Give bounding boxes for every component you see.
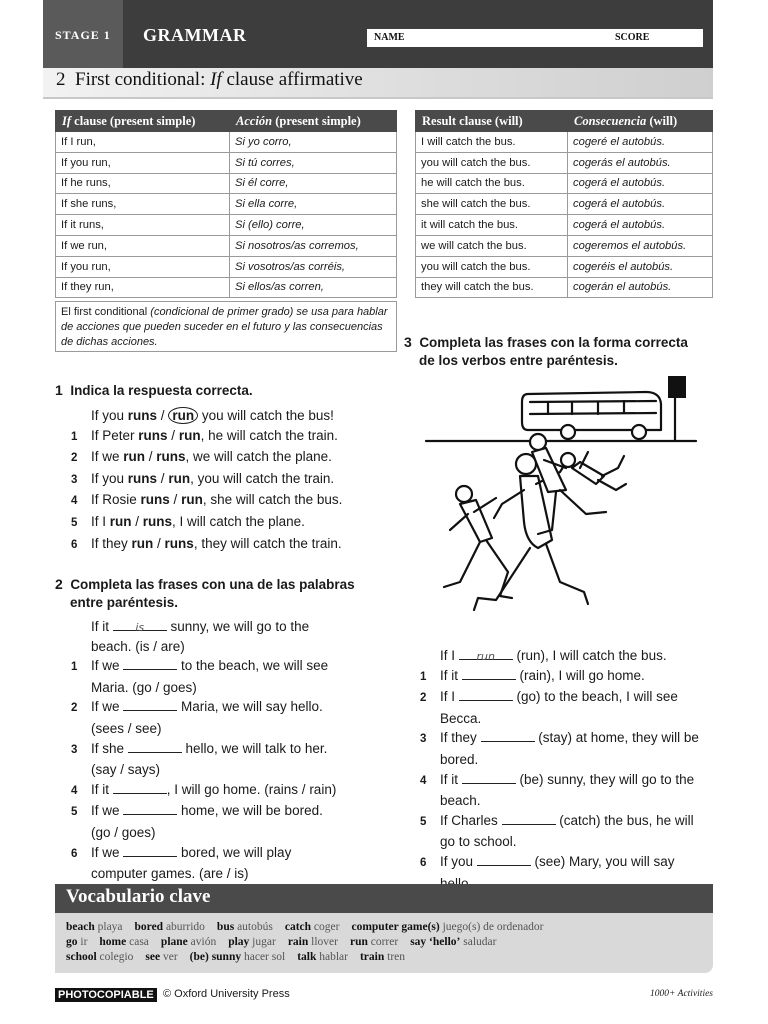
vocab-english: see	[145, 951, 161, 963]
table-cell: we will catch the bus.	[416, 235, 568, 256]
vocab-english: (be) sunny	[189, 951, 242, 963]
ex3-item: 3 If they (stay) at home, they will be	[420, 730, 699, 746]
stage-label: STAGE 1	[55, 28, 111, 42]
vocab-english: school	[66, 951, 97, 963]
ex3-item-cont: Becca.	[440, 710, 482, 726]
grammar-note: El first conditional (condicional de primer grado) se usa para hablar de acciones que pueden suceder en el futuro y las consecuencias de dichas acciones.	[55, 301, 397, 352]
table-row	[416, 215, 713, 236]
ex3-item: 2 If I (go) to the beach, I will see	[420, 689, 678, 705]
ex3-item-cont: beach.	[440, 793, 481, 809]
table-header: Acción (present simple)	[230, 111, 397, 132]
answer-blank[interactable]	[462, 772, 516, 784]
answer-blank-filled: run	[459, 646, 513, 660]
vocab-spanish: saludar	[463, 936, 497, 948]
name-label: NAME	[374, 32, 405, 43]
section-title: 2 First conditional: If clause affirmative	[56, 69, 363, 90]
ex2-item: 5 If we home, we will be bored.	[71, 803, 323, 819]
vocab-spanish: llover	[311, 936, 338, 948]
vocab-spanish: casa	[129, 936, 149, 948]
vocab-spanish: correr	[370, 936, 399, 948]
vocab-row	[66, 936, 508, 948]
answer-blank[interactable]	[502, 813, 556, 825]
vocab-english: play	[228, 936, 250, 948]
vocab-english: rain	[287, 936, 309, 948]
name-score-field[interactable]	[367, 29, 703, 47]
table-cell: If he runs,	[56, 173, 230, 194]
answer-blank[interactable]	[123, 699, 177, 711]
vocab-spanish: aburrido	[165, 921, 205, 933]
photocopiable-badge: PHOTOCOPIABLE	[55, 988, 157, 1002]
table-cell: cogerá el autobús.	[568, 194, 713, 215]
option-a[interactable]: runs	[138, 427, 168, 443]
vocab-english: say ‘hello’	[410, 936, 461, 948]
answer-blank[interactable]	[123, 845, 177, 857]
vocab-spanish: hacer sol	[243, 951, 286, 963]
ex2-item: 3 If she hello, we will talk to her.	[71, 740, 328, 756]
ex2-item-cont: Maria. (go / goes)	[91, 679, 197, 695]
vocab-english: computer game(s)	[351, 921, 440, 933]
table-cell: cogerás el autobús.	[568, 152, 713, 173]
vocab-spanish: jugar	[252, 936, 276, 948]
page-title: GRAMMAR	[143, 25, 247, 45]
vocab-english: go	[66, 936, 78, 948]
table-cell: I will catch the bus.	[416, 132, 568, 153]
circled-answer: run	[168, 407, 198, 424]
table-cell: cogeré el autobús.	[568, 132, 713, 153]
ex3-item: 1 If it (rain), I will go home.	[420, 667, 645, 683]
answer-blank[interactable]	[481, 730, 535, 742]
vocab-spanish: juego(s) de ordenador	[442, 921, 544, 933]
publisher-credit: © Oxford University Press	[163, 988, 290, 1000]
ex3-item: 6 If you (see) Mary, you will say	[420, 853, 675, 869]
table-cell: If she runs,	[56, 194, 230, 215]
table-header: If clause (present simple)	[56, 111, 230, 132]
table-row	[56, 277, 397, 298]
ex3-item: 5 If Charles (catch) the bus, he will	[420, 812, 694, 828]
option-b[interactable]: runs	[156, 449, 186, 465]
ex3-item-cont: go to school.	[440, 834, 517, 850]
option-b[interactable]: runs	[164, 535, 194, 551]
bus-wheel-rear	[561, 425, 575, 439]
ex2-example: If it is sunny, we will go to the	[91, 619, 310, 634]
option-b[interactable]: run	[181, 492, 203, 508]
table-cell: Si yo corro,	[230, 132, 397, 153]
vocab-english: talk	[297, 951, 317, 963]
table-header: Consecuencia (will)	[568, 111, 713, 132]
table-row	[416, 194, 713, 215]
vocab-english: run	[349, 936, 368, 948]
option-a[interactable]: run	[131, 535, 154, 551]
table-cell: Si tú corres,	[230, 152, 397, 173]
activities-credit: 1000+ Activities	[650, 989, 713, 999]
vocab-row	[66, 921, 556, 933]
table-cell: it will catch the bus.	[416, 215, 568, 236]
table-cell: If we run,	[56, 235, 230, 256]
exercise-1-item[interactable]: 4 If Rosie runs / run, she will catch the bus.	[71, 492, 343, 508]
vocab-english: bored	[134, 921, 164, 933]
option-b[interactable]: run	[178, 427, 201, 443]
table-row	[56, 132, 397, 153]
table-cell: If it runs,	[56, 215, 230, 236]
table-row	[56, 215, 397, 236]
option-a[interactable]: run	[123, 449, 146, 465]
vocab-spanish: ver	[162, 951, 178, 963]
bus-and-running-family-illustration	[420, 372, 715, 630]
vocab-row	[66, 951, 417, 963]
answer-blank[interactable]	[477, 854, 531, 866]
ex3-item: 4 If it (be) sunny, they will go to the	[420, 771, 695, 787]
bus-stop-sign	[668, 376, 686, 398]
vocab-spanish: avión	[190, 936, 217, 948]
table-cell: you will catch the bus.	[416, 256, 568, 277]
exercise-1-example: If you runs / run you will catch the bus!	[91, 408, 334, 423]
table-cell: If they run,	[56, 277, 230, 298]
table-cell: you will catch the bus.	[416, 152, 568, 173]
ex2-item: 2 If we Maria, we will say hello.	[71, 699, 323, 715]
answer-blank[interactable]	[123, 658, 177, 670]
ex3-example: If I run (run), I will catch the bus.	[440, 648, 667, 663]
vocab-english: bus	[216, 921, 235, 933]
if-clause-table	[55, 110, 397, 298]
exercise-2-instruction: 2 Completa las frases con una de las palabras entre paréntesis.	[55, 576, 355, 610]
answer-blank[interactable]	[123, 803, 177, 815]
table-row	[416, 173, 713, 194]
vocab-spanish: hablar	[319, 951, 348, 963]
table-cell: Si ellos/as corren,	[230, 277, 397, 298]
vocab-english: train	[359, 951, 385, 963]
exercise-1-item[interactable]: 3 If you runs / run, you will catch the train.	[71, 470, 335, 486]
vocab-english: home	[99, 936, 127, 948]
ex3-item-cont: bored.	[440, 751, 479, 767]
table-cell: Si ella corre,	[230, 194, 397, 215]
table-cell: they will catch the bus.	[416, 277, 568, 298]
table-row	[56, 256, 397, 277]
table-row	[416, 132, 713, 153]
ex2-item: 6 If we bored, we will play	[71, 844, 292, 860]
exercise-1-item[interactable]: 5 If I run / runs, I will catch the plane.	[71, 513, 305, 529]
section-title-underline	[43, 97, 713, 99]
vocab-title: Vocabulario clave	[66, 886, 211, 907]
table-row	[416, 256, 713, 277]
ex2-item-cont: (go / goes)	[91, 824, 156, 840]
table-row	[56, 152, 397, 173]
vocab-spanish: ir	[80, 936, 88, 948]
exercise-3-instruction: 3 Completa las frases con la forma correcta de los verbos entre paréntesis.	[404, 334, 688, 368]
vocab-spanish: autobús	[237, 921, 273, 933]
ex2-item-cont: (sees / see)	[91, 720, 162, 736]
option-b[interactable]: runs	[142, 513, 173, 529]
table-cell: cogerá el autobús.	[568, 215, 713, 236]
table-row	[56, 173, 397, 194]
vocab-spanish: colegio	[99, 951, 134, 963]
vocab-spanish: tren	[387, 951, 406, 963]
answer-blank-filled: is	[113, 617, 167, 631]
exercise-1-instruction: 1 Indica la respuesta correcta.	[55, 382, 253, 398]
table-cell: If you run,	[56, 256, 230, 277]
score-label: SCORE	[615, 32, 650, 43]
bus-wheel-front	[632, 425, 646, 439]
ex2-item: 4 If it , I will go home. (rains / rain)	[71, 781, 337, 797]
vocab-english: catch	[284, 921, 312, 933]
ex2-item-cont: computer games. (are / is)	[91, 866, 249, 882]
answer-blank[interactable]	[128, 741, 182, 753]
answer-blank[interactable]	[462, 668, 516, 680]
exercise-1-list	[71, 406, 342, 555]
table-cell: cogerán el autobús.	[568, 277, 713, 298]
table-cell: If you run,	[56, 152, 230, 173]
table-cell: Si nosotros/as corremos,	[230, 235, 397, 256]
vocab-spanish: coger	[313, 921, 340, 933]
table-row	[416, 152, 713, 173]
exercise-1-item[interactable]: 6 If they run / runs, they will catch the train.	[71, 535, 342, 551]
ex2-example-cont: beach. (is / are)	[91, 638, 185, 654]
table-row	[56, 194, 397, 215]
vocab-spanish: playa	[97, 921, 123, 933]
table-row	[416, 277, 713, 298]
option-b[interactable]: run	[168, 470, 191, 486]
option-a[interactable]: runs	[140, 492, 170, 508]
table-cell: If I run,	[56, 132, 230, 153]
vocab-english: plane	[160, 936, 188, 948]
table-cell: Si él corre,	[230, 173, 397, 194]
table-cell: cogeremos el autobús.	[568, 235, 713, 256]
exercise-1-item[interactable]: 2 If we run / runs, we will catch the plane.	[71, 449, 332, 465]
exercise-3-list	[420, 646, 699, 893]
option-a[interactable]: run	[109, 513, 132, 529]
table-cell: cogeréis el autobús.	[568, 256, 713, 277]
ex2-item: 1 If we to the beach, we will see	[71, 658, 329, 674]
exercise-2-list	[71, 617, 336, 884]
table-row	[416, 235, 713, 256]
result-clause-table	[415, 110, 713, 298]
table-row	[56, 235, 397, 256]
ex2-item-cont: (say / says)	[91, 762, 161, 778]
table-cell: she will catch the bus.	[416, 194, 568, 215]
table-cell: he will catch the bus.	[416, 173, 568, 194]
answer-blank[interactable]	[459, 689, 513, 701]
option-a[interactable]: runs	[127, 470, 158, 486]
table-cell: cogerá el autobús.	[568, 173, 713, 194]
vocab-english: beach	[66, 921, 95, 933]
exercise-1-item[interactable]: 1 If Peter runs / run, he will catch the train.	[71, 427, 338, 443]
table-cell: Si (ello) corre,	[230, 215, 397, 236]
table-cell: Si vosotros/as corréis,	[230, 256, 397, 277]
answer-blank[interactable]	[113, 782, 167, 794]
table-header: Result clause (will)	[416, 111, 568, 132]
